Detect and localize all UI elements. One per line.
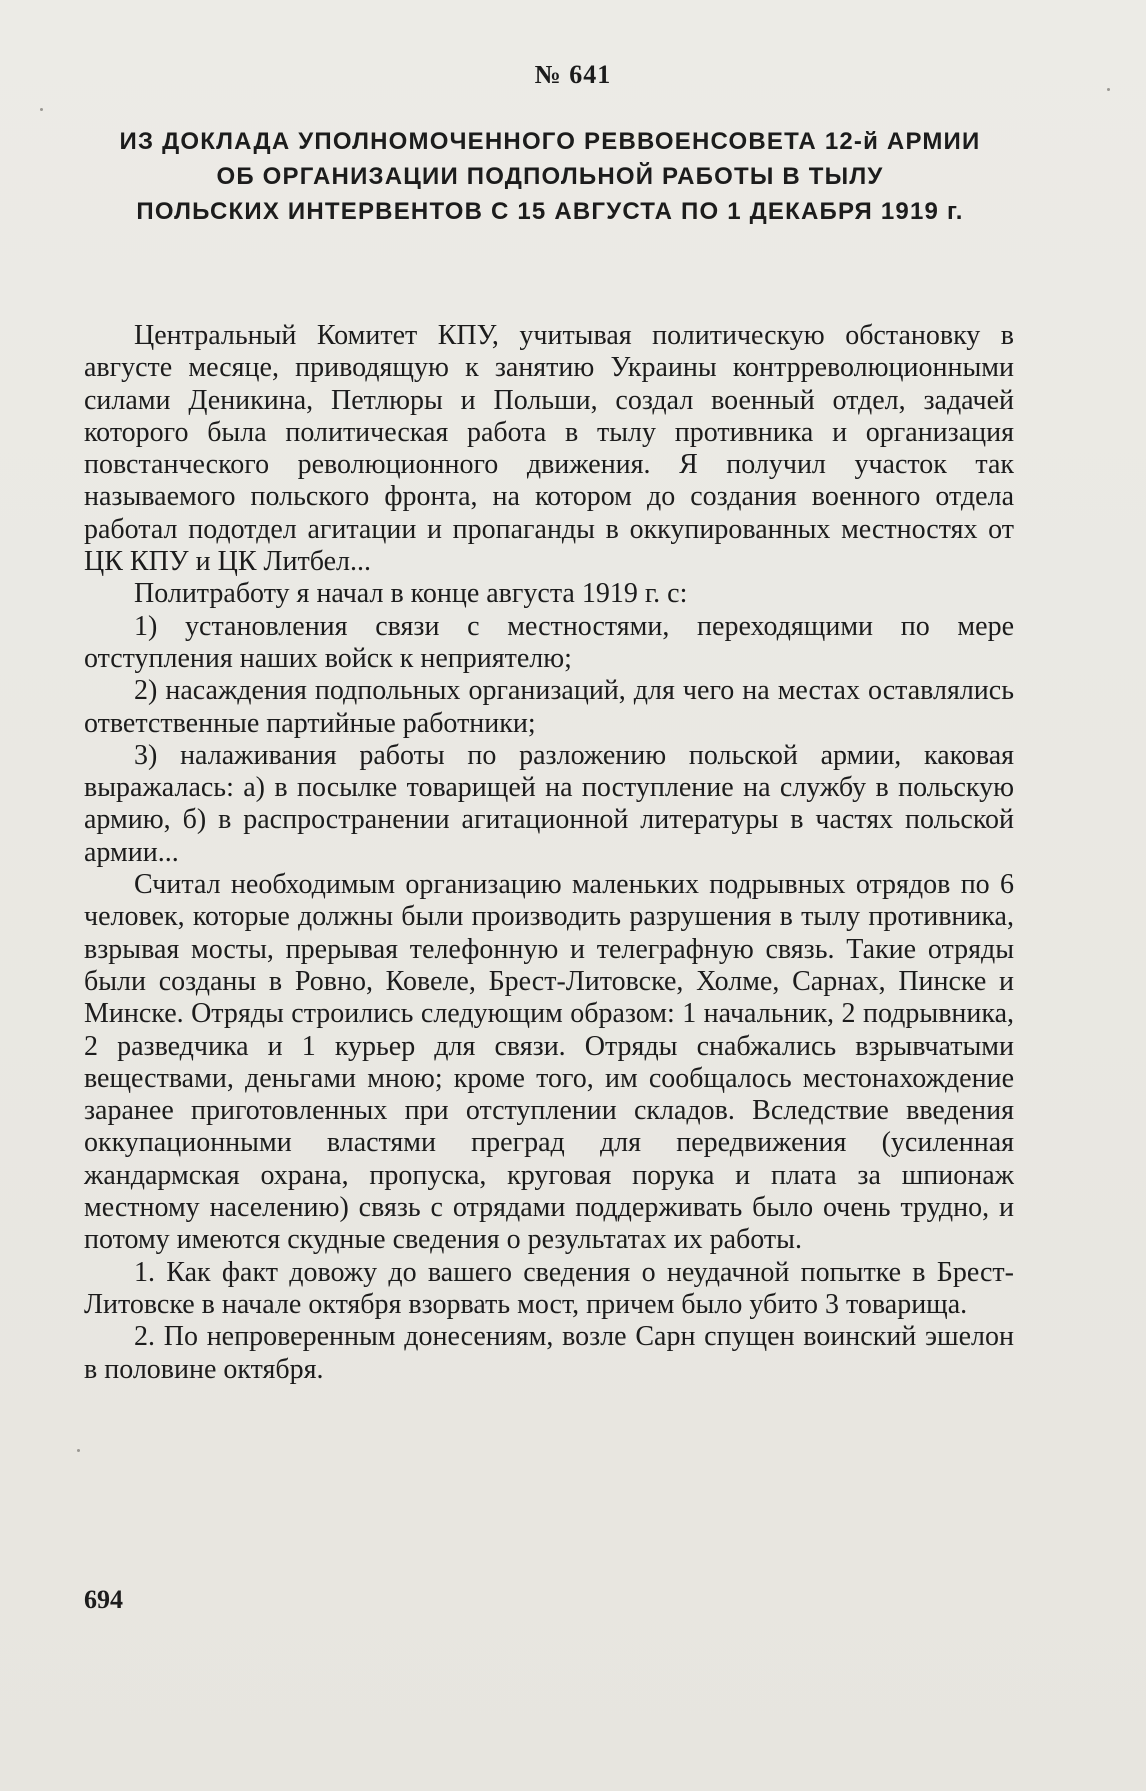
title-line: ОБ ОРГАНИЗАЦИИ ПОДПОЛЬНОЙ РАБОТЫ В ТЫЛУ	[216, 163, 884, 190]
title-line: ИЗ ДОКЛАДА УПОЛНОМОЧЕННОГО РЕВВОЕНСОВЕТА 12-й АРМИИ	[119, 128, 981, 155]
list-item: 1) установления связи с местностями, переходящими по мере отступления наших войск к неприятелю;	[84, 610, 1014, 674]
list-item: 2) насаждения подпольных организаций, для чего на местах оставлялись ответственные партийные работники;	[84, 675, 1014, 739]
numbered-item: 1. Как факт довожу до вашего сведения о неудачной попытке в Брест-Литовске в начале октября взорвать мост, причем было убито 3 товарища.	[84, 1256, 1014, 1320]
paper-speck	[77, 1449, 80, 1452]
paragraph: Считал необходимым организацию маленьких подрывных отрядов по 6 человек, которые должны были производить разрушения в тылу противника, взрывая мосты, прерывая телефонную и телеграфную связь. Такие отряды были созданы в Ровно, Ковеле, Брест-Литовске, Холме, Сарнах, Пинске и Минске. Отряды строились следующим образом: 1 начальник, 2 подрывника, 2 разведчика и 1 курьер для связи. Отряды снабжались взрывчатыми веществами, деньгами мною; кроме того, им сообщалось местонахождение заранее приготовленных при отступлении складов. Вследствие введения оккупационными властями преград для передвижения (усиленная жандармская охрана, пропуска, круговая порука и плата за шпионаж местному населению) связь с отрядами поддерживать было очень трудно, и потому имеются скудные сведения о результатах их работы.	[84, 869, 1014, 1256]
document-body	[84, 320, 1014, 1386]
document-number: № 641	[534, 60, 612, 89]
paragraph: Политработу я начал в конце августа 1919 г. с:	[134, 578, 688, 610]
document-title	[80, 124, 1020, 229]
title-line: ПОЛЬСКИХ ИНТЕРВЕНТОВ С 15 АВГУСТА ПО 1 ДЕКАБРЯ 1919 г.	[136, 198, 964, 225]
list-item: 3) налаживания работы по разложению польской армии, каковая выражалась: а) в посылке товарищей на поступление на службу в польскую армию, б) в распространении агитационной литературы в частях польской армии...	[84, 739, 1014, 868]
paragraph: Центральный Комитет КПУ, учитывая политическую обстановку в августе месяце, приводящую к занятию Украины контрреволюционными силами Деникина, Петлюры и Польши, создал военный отдел, задачей которого была политическая работа в тылу противника и организация повстанческого революционного движения. Я получил участок так называемого польского фронта, на котором до создания военного отдела работал подотдел агитации и пропаганды в оккупированных местностях от ЦК КПУ и ЦК Литбел...	[84, 320, 1014, 578]
paper-speck	[40, 108, 43, 111]
page-number: 694	[84, 1585, 123, 1614]
paper-speck	[1107, 88, 1110, 91]
numbered-item: 2. По непроверенным донесениям, возле Сарн спущен воинский эшелон в половине октября.	[84, 1321, 1014, 1385]
